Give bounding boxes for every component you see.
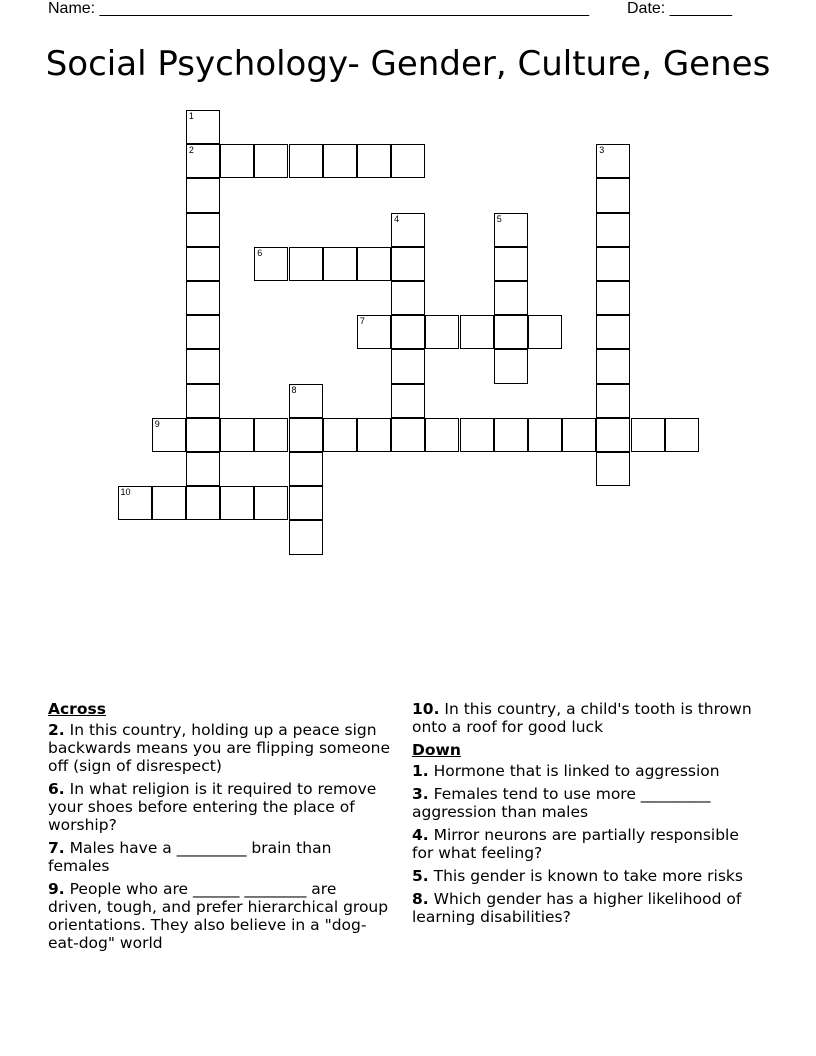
clues-left-column <box>48 700 393 957</box>
crossword-cell[interactable] <box>528 418 562 452</box>
crossword-cell[interactable] <box>494 281 528 315</box>
down-heading: Down <box>412 741 461 759</box>
clues-right-column <box>412 700 752 931</box>
crossword-cell[interactable] <box>254 144 288 178</box>
crossword-cell[interactable] <box>494 213 528 247</box>
clue-number-label: 10 <box>120 487 131 498</box>
crossword-cell[interactable] <box>323 418 357 452</box>
crossword-cell[interactable] <box>357 144 391 178</box>
crossword-cell[interactable] <box>152 418 186 452</box>
clue-number-label: 7 <box>359 316 365 327</box>
clue-number-label: 1 <box>188 111 194 121</box>
crossword-cell[interactable] <box>357 315 391 349</box>
crossword-cell[interactable] <box>391 144 425 178</box>
crossword-cell[interactable] <box>596 315 630 349</box>
crossword-cell[interactable] <box>494 418 528 452</box>
crossword-cell[interactable] <box>289 452 323 486</box>
crossword-cell[interactable] <box>254 418 288 452</box>
crossword-cell[interactable] <box>391 384 425 418</box>
crossword-cell[interactable] <box>596 452 630 486</box>
crossword-cell[interactable] <box>289 486 323 520</box>
crossword-cell[interactable] <box>254 486 288 520</box>
crossword-cell[interactable] <box>631 418 665 452</box>
clue-number-label: 3 <box>599 145 605 156</box>
crossword-cell[interactable] <box>186 349 220 383</box>
crossword-cell[interactable] <box>596 144 630 178</box>
page-title: Social Psychology- Gender, Culture, Genes <box>45 44 771 84</box>
crossword-cell[interactable] <box>186 486 220 520</box>
crossword-cell[interactable] <box>186 384 220 418</box>
clue-down-4: 4. Mirror neurons are partially responsible for what feeling? <box>412 826 739 862</box>
crossword-cell[interactable] <box>220 418 254 452</box>
crossword-cell[interactable] <box>289 384 323 418</box>
crossword-cell[interactable] <box>289 520 323 554</box>
crossword-cell[interactable] <box>596 384 630 418</box>
clue-across-9: 9. People who are ______ ________ are driven, tough, and prefer hierarchical group orientations. They also believe in a "dog-eat-dog" world <box>48 880 389 952</box>
clue-down-1: 1. Hormone that is linked to aggression <box>412 762 720 780</box>
crossword-cell[interactable] <box>528 315 562 349</box>
crossword-cell[interactable] <box>391 349 425 383</box>
crossword-cell[interactable] <box>391 281 425 315</box>
date-field-label[interactable]: Date: _______ <box>627 0 732 17</box>
crossword-cell[interactable] <box>186 452 220 486</box>
crossword-cell[interactable] <box>186 281 220 315</box>
crossword-cell[interactable] <box>391 418 425 452</box>
clue-down-5: 5. This gender is known to take more risks <box>412 867 743 885</box>
clue-across-10: 10. In this country, a child's tooth is thrown onto a roof for good luck <box>412 700 752 736</box>
crossword-cell[interactable] <box>186 144 220 178</box>
clue-across-6: 6. In what religion is it required to remove your shoes before entering the place of worship? <box>48 780 377 834</box>
crossword-cell[interactable] <box>357 418 391 452</box>
crossword-cell[interactable] <box>596 213 630 247</box>
crossword-cell[interactable] <box>118 486 152 520</box>
name-field-label[interactable]: Name: _______________________________________________________ <box>48 0 589 17</box>
crossword-cell[interactable] <box>323 144 357 178</box>
crossword-cell[interactable] <box>186 110 220 144</box>
clue-down-8: 8. Which gender has a higher likelihood of learning disabilities? <box>412 890 742 926</box>
crossword-cell[interactable] <box>186 247 220 281</box>
crossword-cell[interactable] <box>391 247 425 281</box>
crossword-cell[interactable] <box>289 418 323 452</box>
crossword-cell[interactable] <box>460 315 494 349</box>
crossword-cell[interactable] <box>186 315 220 349</box>
clue-number-label: 8 <box>291 384 297 395</box>
crossword-cell[interactable] <box>391 213 425 247</box>
across-heading: Across <box>48 700 106 718</box>
crossword-cell[interactable] <box>323 247 357 281</box>
clue-number-label: 2 <box>188 145 194 156</box>
crossword-cell[interactable] <box>220 486 254 520</box>
clue-number-label: 6 <box>257 247 263 258</box>
clue-number-label: 9 <box>154 418 160 429</box>
crossword-cell[interactable] <box>596 281 630 315</box>
clue-number-label: 4 <box>394 213 400 224</box>
clue-across-7: 7. Males have a _________ brain than females <box>48 839 332 875</box>
crossword-cell[interactable] <box>596 178 630 212</box>
crossword-cell[interactable] <box>186 213 220 247</box>
crossword-cell[interactable] <box>289 144 323 178</box>
crossword-cell[interactable] <box>596 247 630 281</box>
crossword-cell[interactable] <box>665 418 699 452</box>
crossword-cell[interactable] <box>186 418 220 452</box>
clue-number-label: 5 <box>496 213 502 224</box>
crossword-cell[interactable] <box>425 315 459 349</box>
clue-down-3: 3. Females tend to use more _________ aggression than males <box>412 785 711 821</box>
crossword-cell[interactable] <box>186 178 220 212</box>
crossword-cell[interactable] <box>460 418 494 452</box>
crossword-cell[interactable] <box>357 247 391 281</box>
crossword-cell[interactable] <box>494 247 528 281</box>
crossword-cell[interactable] <box>254 247 288 281</box>
crossword-cell[interactable] <box>391 315 425 349</box>
crossword-cell[interactable] <box>562 418 596 452</box>
crossword-cell[interactable] <box>220 144 254 178</box>
crossword-cell[interactable] <box>289 247 323 281</box>
crossword-cell[interactable] <box>494 315 528 349</box>
crossword-cell[interactable] <box>425 418 459 452</box>
clue-across-2: 2. In this country, holding up a peace sign backwards means you are flipping someone off (sign of disrespect) <box>48 721 390 775</box>
crossword-cell[interactable] <box>494 349 528 383</box>
crossword-cell[interactable] <box>152 486 186 520</box>
crossword-cell[interactable] <box>596 349 630 383</box>
crossword-cell[interactable] <box>596 418 630 452</box>
